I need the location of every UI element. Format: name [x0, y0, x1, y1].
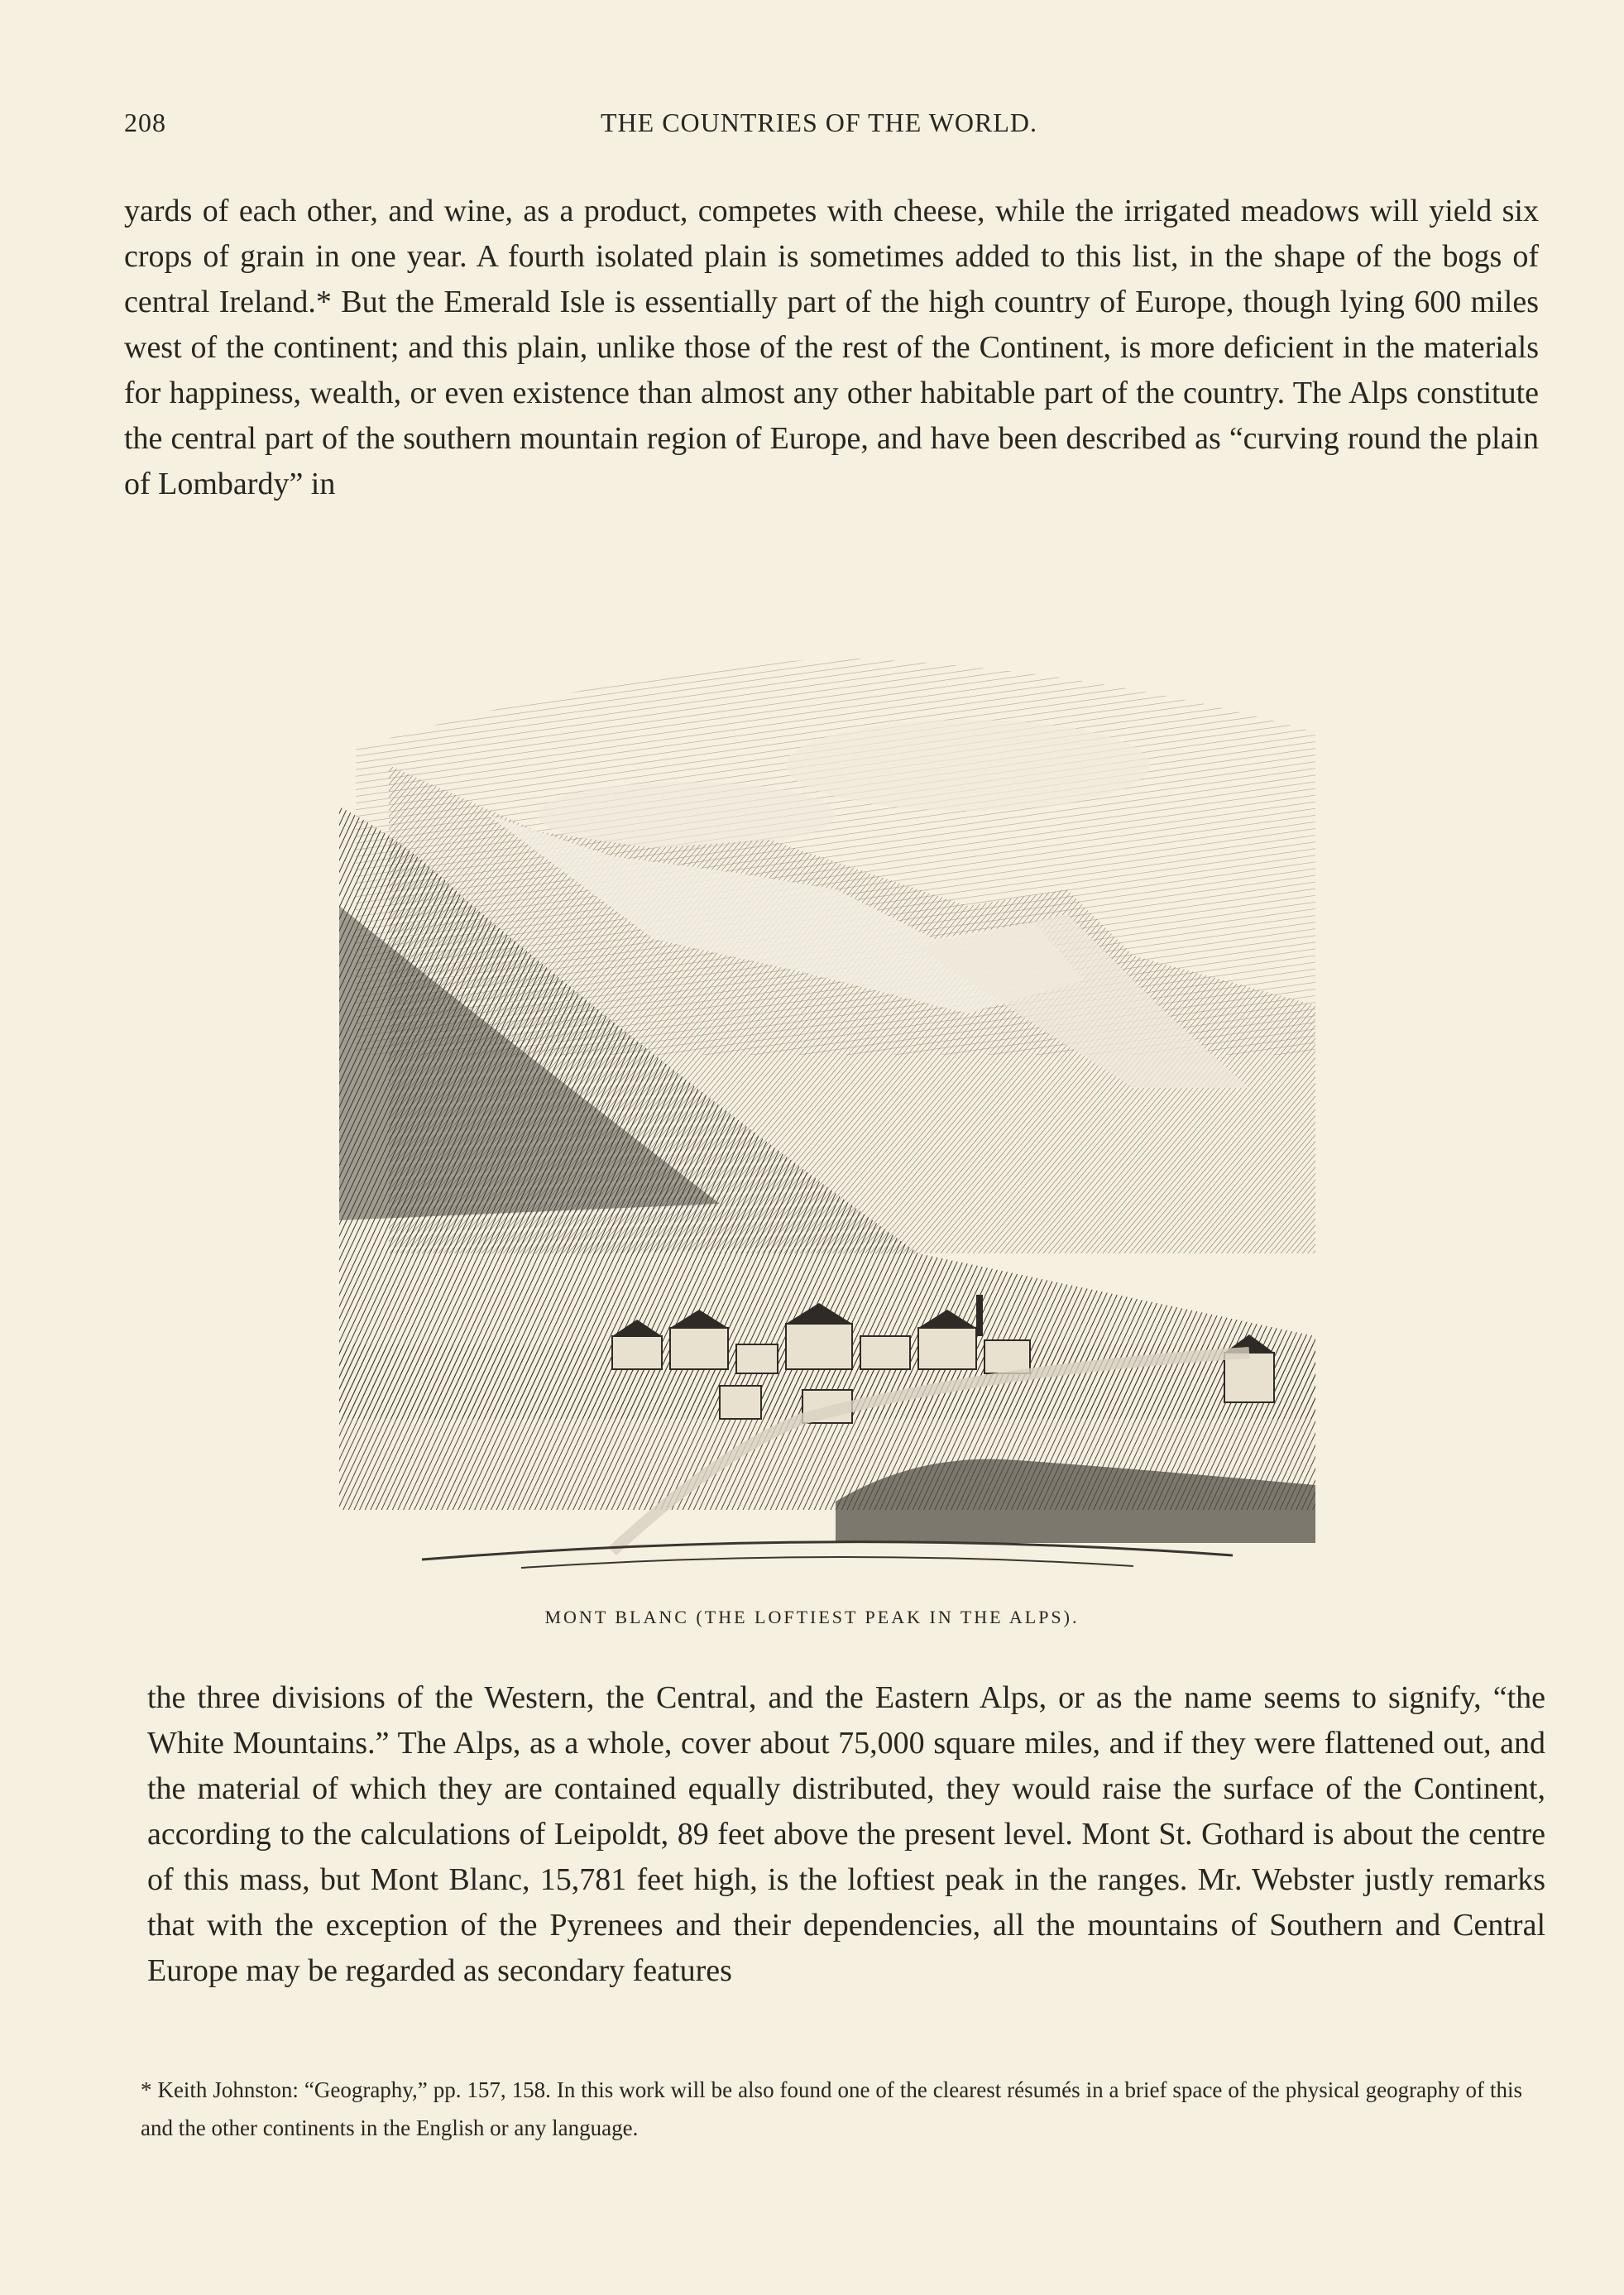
engraving-illustration: [339, 625, 1340, 1593]
page-number: 208: [124, 108, 166, 137]
running-head: THE COUNTRIES OF THE WORLD.: [600, 108, 1038, 137]
figure-caption: MONT BLANC (THE LOFTIEST PEAK IN THE ALPS).: [544, 1607, 1080, 1627]
mont-blanc-engraving: [339, 625, 1340, 1593]
page-header: [124, 108, 1514, 149]
body-paragraph-bottom: the three divisions of the Western, the Central, and the Eastern Alps, or as the name seems to signify, “the White Mountains.” The Alps, as a whole, cover about 75,000 square miles, and if they were flattened out, and the material of which they are contained equally distributed, they would raise the surface of the Continent, according to the calculations of Leipoldt, 89 feet above the present level. Mont St. Gothard is about the centre of this mass, but Mont Blanc, 15,781 feet high, is the loftiest peak in the ranges. Mr. Webster justly remarks that with the exception of the Pyrenees and their dependencies, all the mountains of Southern and Central Europe may be regarded as secondary features: [147, 1680, 1545, 1988]
body-paragraph-top: yards of each other, and wine, as a product, competes with cheese, while the irrigated meadows will yield six crops of grain in one year. A fourth isolated plain is sometimes added to this list, in the shape of the bogs of central Ireland.* But the Emerald Isle is essentially part of the high country of Europe, though lying 600 miles west of the continent; and this plain, unlike those of the rest of the Continent, is more deficient in the materials for happiness, wealth, or even existence than almost any other habitable part of the country. The Alps constitute the central part of the southern mountain region of Europe, and have been described as “curving round the plain of Lombardy” in: [124, 194, 1539, 501]
footnote: * Keith Johnston: “Geography,” pp. 157, 158. In this work will be also found one of the clearest résumés in a brief space of the physical geography of this and the other continents in the English or any language.: [141, 2077, 1522, 2140]
